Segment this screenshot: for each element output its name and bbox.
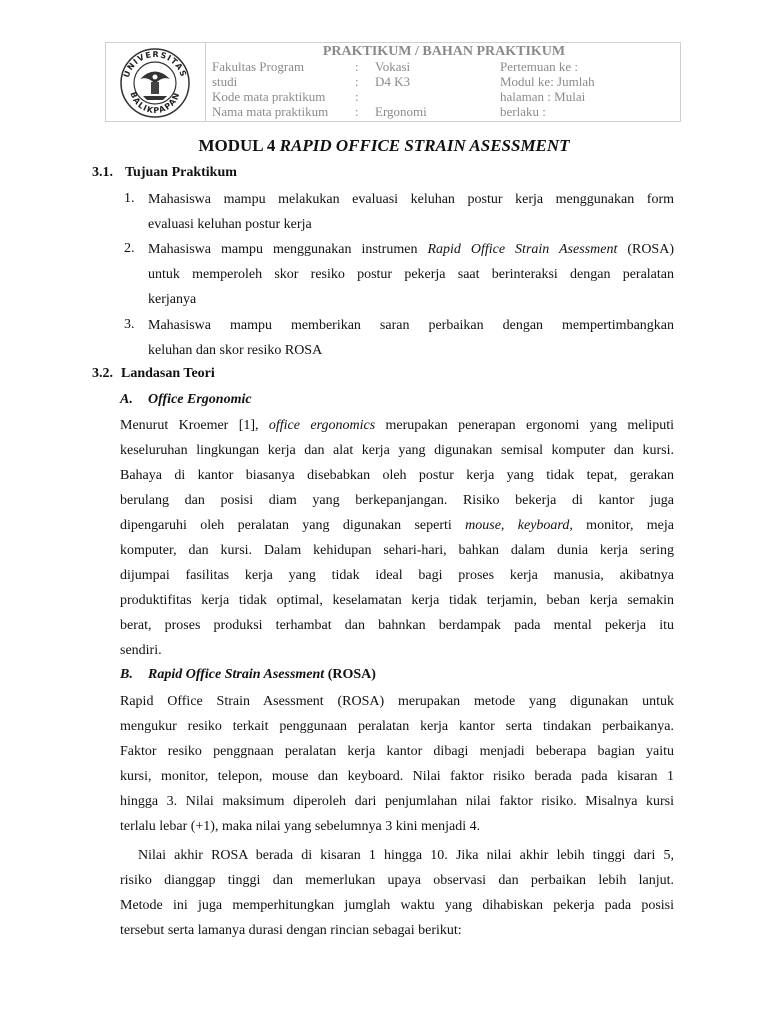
subsection-a-title: Office Ergonomic <box>148 392 252 407</box>
subsection-a-letter: A. <box>120 392 133 407</box>
para-b-line-4: kursi, monitor, telepon, mouse dan keyboard. Nilai faktor risiko berada pada kisaran 1 <box>120 769 674 784</box>
header-value-2: D4 K3 <box>375 74 411 89</box>
list-item-1-line-2: evaluasi keluhan postur kerja <box>148 217 312 232</box>
para-a-line-4: berulang dan posisi diam yang berkepanjangan. Risiko bekerja di kantor juga <box>120 493 674 508</box>
list-item-1-line-1: Mahasiswa mampu melakukan evaluasi keluhan postur kerja menggunakan form <box>148 192 674 207</box>
para-c-line-1: Nilai akhir ROSA berada di kisaran 1 hingga 10. Jika nilai akhir lebih tinggi dari 5, <box>138 848 674 863</box>
para-a-l1-italic: office ergonomics <box>268 418 376 433</box>
para-a-line-9: berat, proses produksi terhambat dan bahnkan berdampak pada mental pekerja itu <box>120 618 674 633</box>
subsection-b-letter: B. <box>120 667 133 682</box>
list-number-3: 3. <box>124 317 135 332</box>
list-number-2: 2. <box>124 241 135 256</box>
module-title <box>0 136 768 156</box>
header-value-4: Ergonomi <box>375 104 427 119</box>
module-title-prefix: MODUL 4 <box>198 136 280 155</box>
subsection-b-heading <box>120 667 376 683</box>
list-item-2-line-1 <box>148 237 674 262</box>
subsection-a-heading <box>120 392 252 408</box>
header-value-1: Vokasi <box>375 59 411 74</box>
list-item-2-text-b: (ROSA) <box>617 242 674 257</box>
para-b-line-6: terlalu lebar (+1), maka nilai yang sebelumnya 3 kini menjadi 4. <box>120 819 481 834</box>
para-a-l5-sep: , <box>500 518 518 533</box>
section-3-1-heading: Tujuan Praktikum <box>125 165 237 180</box>
module-title-italic: RAPID OFFICE STRAIN ASESSMENT <box>279 136 570 155</box>
para-a-l5-b: , monitor, meja <box>569 518 674 533</box>
para-a-line-3: Bahaya di kantor biasanya disebabkan oleh postur kerja yang tidak tepat, gerakan <box>120 468 674 483</box>
para-a-line-2: keseluruhan lingkungan kerja dan alat kerja yang digunakan semisal komputer dan kursi. <box>120 443 674 458</box>
document-header <box>105 42 681 122</box>
logo-text-top: UNIVERSITAS <box>121 49 189 79</box>
list-item-2-line-3: kerjanya <box>148 292 197 307</box>
section-3-2-number: 3.2. <box>92 366 113 381</box>
header-colon-2: : <box>355 74 359 89</box>
header-title: PRAKTIKUM / BAHAN PRAKTIKUM <box>322 44 566 59</box>
para-a-l1-a: Menurut Kroemer [1], <box>120 418 269 433</box>
list-number-1: 1. <box>124 191 135 206</box>
header-colon-3: : <box>355 89 359 104</box>
para-a-l5-mouse: mouse <box>465 518 501 533</box>
list-item-2-text-a: Mahasiswa mampu menggunakan instrumen <box>148 242 428 257</box>
para-a-line-1 <box>120 413 674 438</box>
university-logo-cell <box>106 43 206 121</box>
header-colon-4: : <box>355 104 359 119</box>
para-a-line-8: produktifitas kerja tidak optimal, keselamatan kerja tidak terjamin, beban kerja semakin <box>120 593 674 608</box>
section-3-2-heading: Landasan Teori <box>121 366 215 381</box>
para-b-line-5: hingga 3. Nilai maksimum diperoleh dari penjumlahan nilai faktor risiko. Misalnya kursi <box>120 794 674 809</box>
para-a-l1-b: merupakan penerapan ergonomi yang meliputi <box>375 418 674 433</box>
subsection-b-suffix: (ROSA) <box>324 667 376 682</box>
subsection-b-title: Rapid Office Strain Asessment <box>148 667 325 682</box>
header-colon-1: : <box>355 59 359 74</box>
list-item-2-line-2: untuk memperoleh skor resiko postur pekerja saat berinteraksi dengan peralatan <box>148 267 674 282</box>
para-b-line-3: Faktor resiko penggnaan peralatan kerja kantor dibagi menjadi beberapa bagian yaitu <box>120 744 674 759</box>
list-item-2-italic: Rapid Office Strain Asessment <box>427 242 618 257</box>
para-c-line-4: tersebut serta lamanya durasi dengan rincian sebagai berikut: <box>120 923 462 938</box>
para-b-line-2: mengukur resiko terkait penggunaan peralatan kerja kantor serta tindakan perbaikanya. <box>120 719 674 734</box>
logo-text-bottom: BALIKPAPAN <box>128 90 182 116</box>
para-a-line-10: sendiri. <box>120 643 162 658</box>
para-a-l5-a: dipengaruhi oleh peralatan yang digunakan seperti <box>120 518 466 533</box>
para-b-line-1: Rapid Office Strain Asessment (ROSA) merupakan metode yang digunakan untuk <box>120 694 674 709</box>
header-right-3: halaman : Mulai <box>500 89 586 104</box>
para-a-l5-keyboard: keyboard <box>517 518 570 533</box>
para-c-line-3: Metode ini juga memperhitungkan jumglah waktu yang dihabiskan pekerja pada posisi <box>120 898 674 913</box>
list-item-3-line-2: keluhan dan skor resiko ROSA <box>148 343 323 358</box>
header-label-3: Kode mata praktikum <box>212 89 326 104</box>
header-right-1: Pertemuan ke : <box>500 59 578 74</box>
para-a-line-7: dijumpai fasilitas kerja yang tidak ideal bagi proses kerja manusia, akibatnya <box>120 568 674 583</box>
list-item-3-line-1: Mahasiswa mampu memberikan saran perbaikan dengan mempertimbangkan <box>148 318 674 333</box>
header-right-4: berlaku : <box>500 104 546 119</box>
header-label-4: Nama mata praktikum <box>212 104 329 119</box>
header-label-2: studi <box>212 74 238 89</box>
section-3-1-number: 3.1. <box>92 165 113 180</box>
header-right-2: Modul ke: Jumlah <box>500 74 595 89</box>
para-a-line-6: komputer, dan kursi. Dalam kehidupan sehari-hari, bahkan dalam dunia kerja sering <box>120 543 674 558</box>
university-seal-logo <box>116 46 194 118</box>
header-label-1: Fakultas Program <box>212 59 305 74</box>
para-a-line-5 <box>120 513 674 538</box>
para-c-line-2: risiko dianggap tinggi dan memerlukan upaya observasi dan perbaikan lebih lanjut. <box>120 873 674 888</box>
